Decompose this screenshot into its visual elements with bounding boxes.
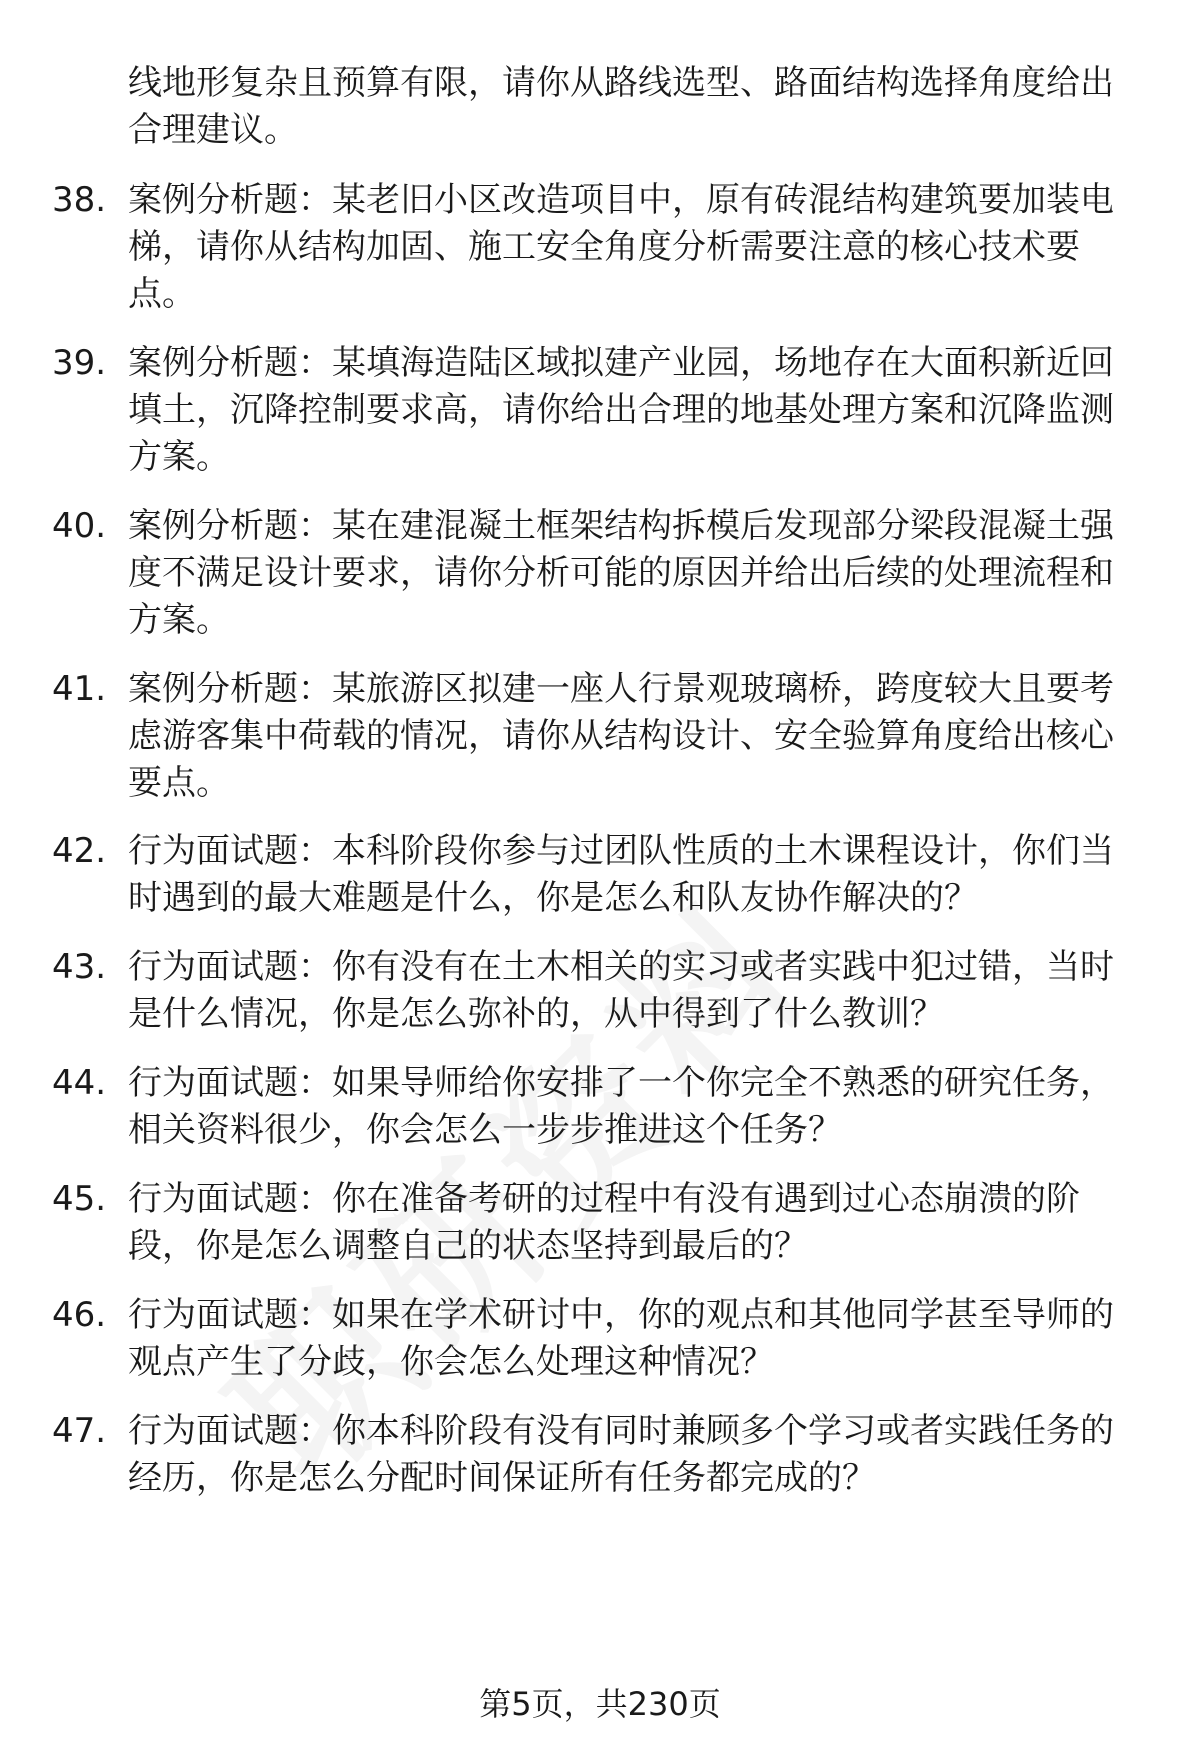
question-number: 46.: [52, 1295, 107, 1335]
question-text: 行为面试题：如果在学术研讨中，你的观点和其他同学甚至导师的观点产生了分歧，你会怎么处理这种情况？: [128, 1295, 1114, 1382]
question-number: 41.: [52, 669, 107, 709]
question-text: 案例分析题：某老旧小区改造项目中，原有砖混结构建筑要加装电梯，请你从结构加固、施工安全角度分析需要注意的核心技术要点。: [128, 180, 1114, 314]
question-number: 47.: [52, 1411, 107, 1451]
question-number: 39.: [52, 343, 107, 383]
question-text: 行为面试题：你本科阶段有没有同时兼顾多个学习或者实践任务的经历，你是怎么分配时间保证所有任务都完成的？: [128, 1411, 1114, 1498]
question-text: 案例分析题：某填海造陆区域拟建产业园，场地存在大面积新近回填土，沉降控制要求高，请你给出合理的地基处理方案和沉降监测方案。: [128, 343, 1114, 477]
page-footer: 第5页，共230页: [479, 1685, 721, 1723]
continuation-text: 线地形复杂且预算有限，请你从路线选型、路面结构选择角度给出合理建议。: [128, 63, 1114, 150]
question-text: 案例分析题：某旅游区拟建一座人行景观玻璃桥，跨度较大且要考虑游客集中荷载的情况，请你从结构设计、安全验算角度给出核心要点。: [128, 669, 1114, 803]
question-text: 案例分析题：某在建混凝土框架结构拆模后发现部分梁段混凝土强度不满足设计要求，请你分析可能的原因并给出后续的处理流程和方案。: [128, 506, 1114, 640]
question-text: 行为面试题：如果导师给你安排了一个你完全不熟悉的研究任务，相关资料很少，你会怎么一步步推进这个任务？: [128, 1063, 1114, 1150]
question-number: 44.: [52, 1063, 107, 1103]
question-number: 40.: [52, 506, 107, 546]
question-text: 行为面试题：你有没有在土木相关的实习或者实践中犯过错，当时是什么情况，你是怎么弥补的，从中得到了什么教训？: [128, 947, 1114, 1034]
question-number: 43.: [52, 947, 107, 987]
question-text: 行为面试题：本科阶段你参与过团队性质的土木课程设计，你们当时遇到的最大难题是什么，你是怎么和队友协作解决的？: [128, 831, 1114, 918]
question-text: 行为面试题：你在准备考研的过程中有没有遇到过心态崩溃的阶段，你是怎么调整自己的状态坚持到最后的？: [128, 1179, 1080, 1266]
question-number: 45.: [52, 1179, 107, 1219]
question-number: 38.: [52, 180, 107, 220]
question-number: 42.: [52, 831, 107, 871]
